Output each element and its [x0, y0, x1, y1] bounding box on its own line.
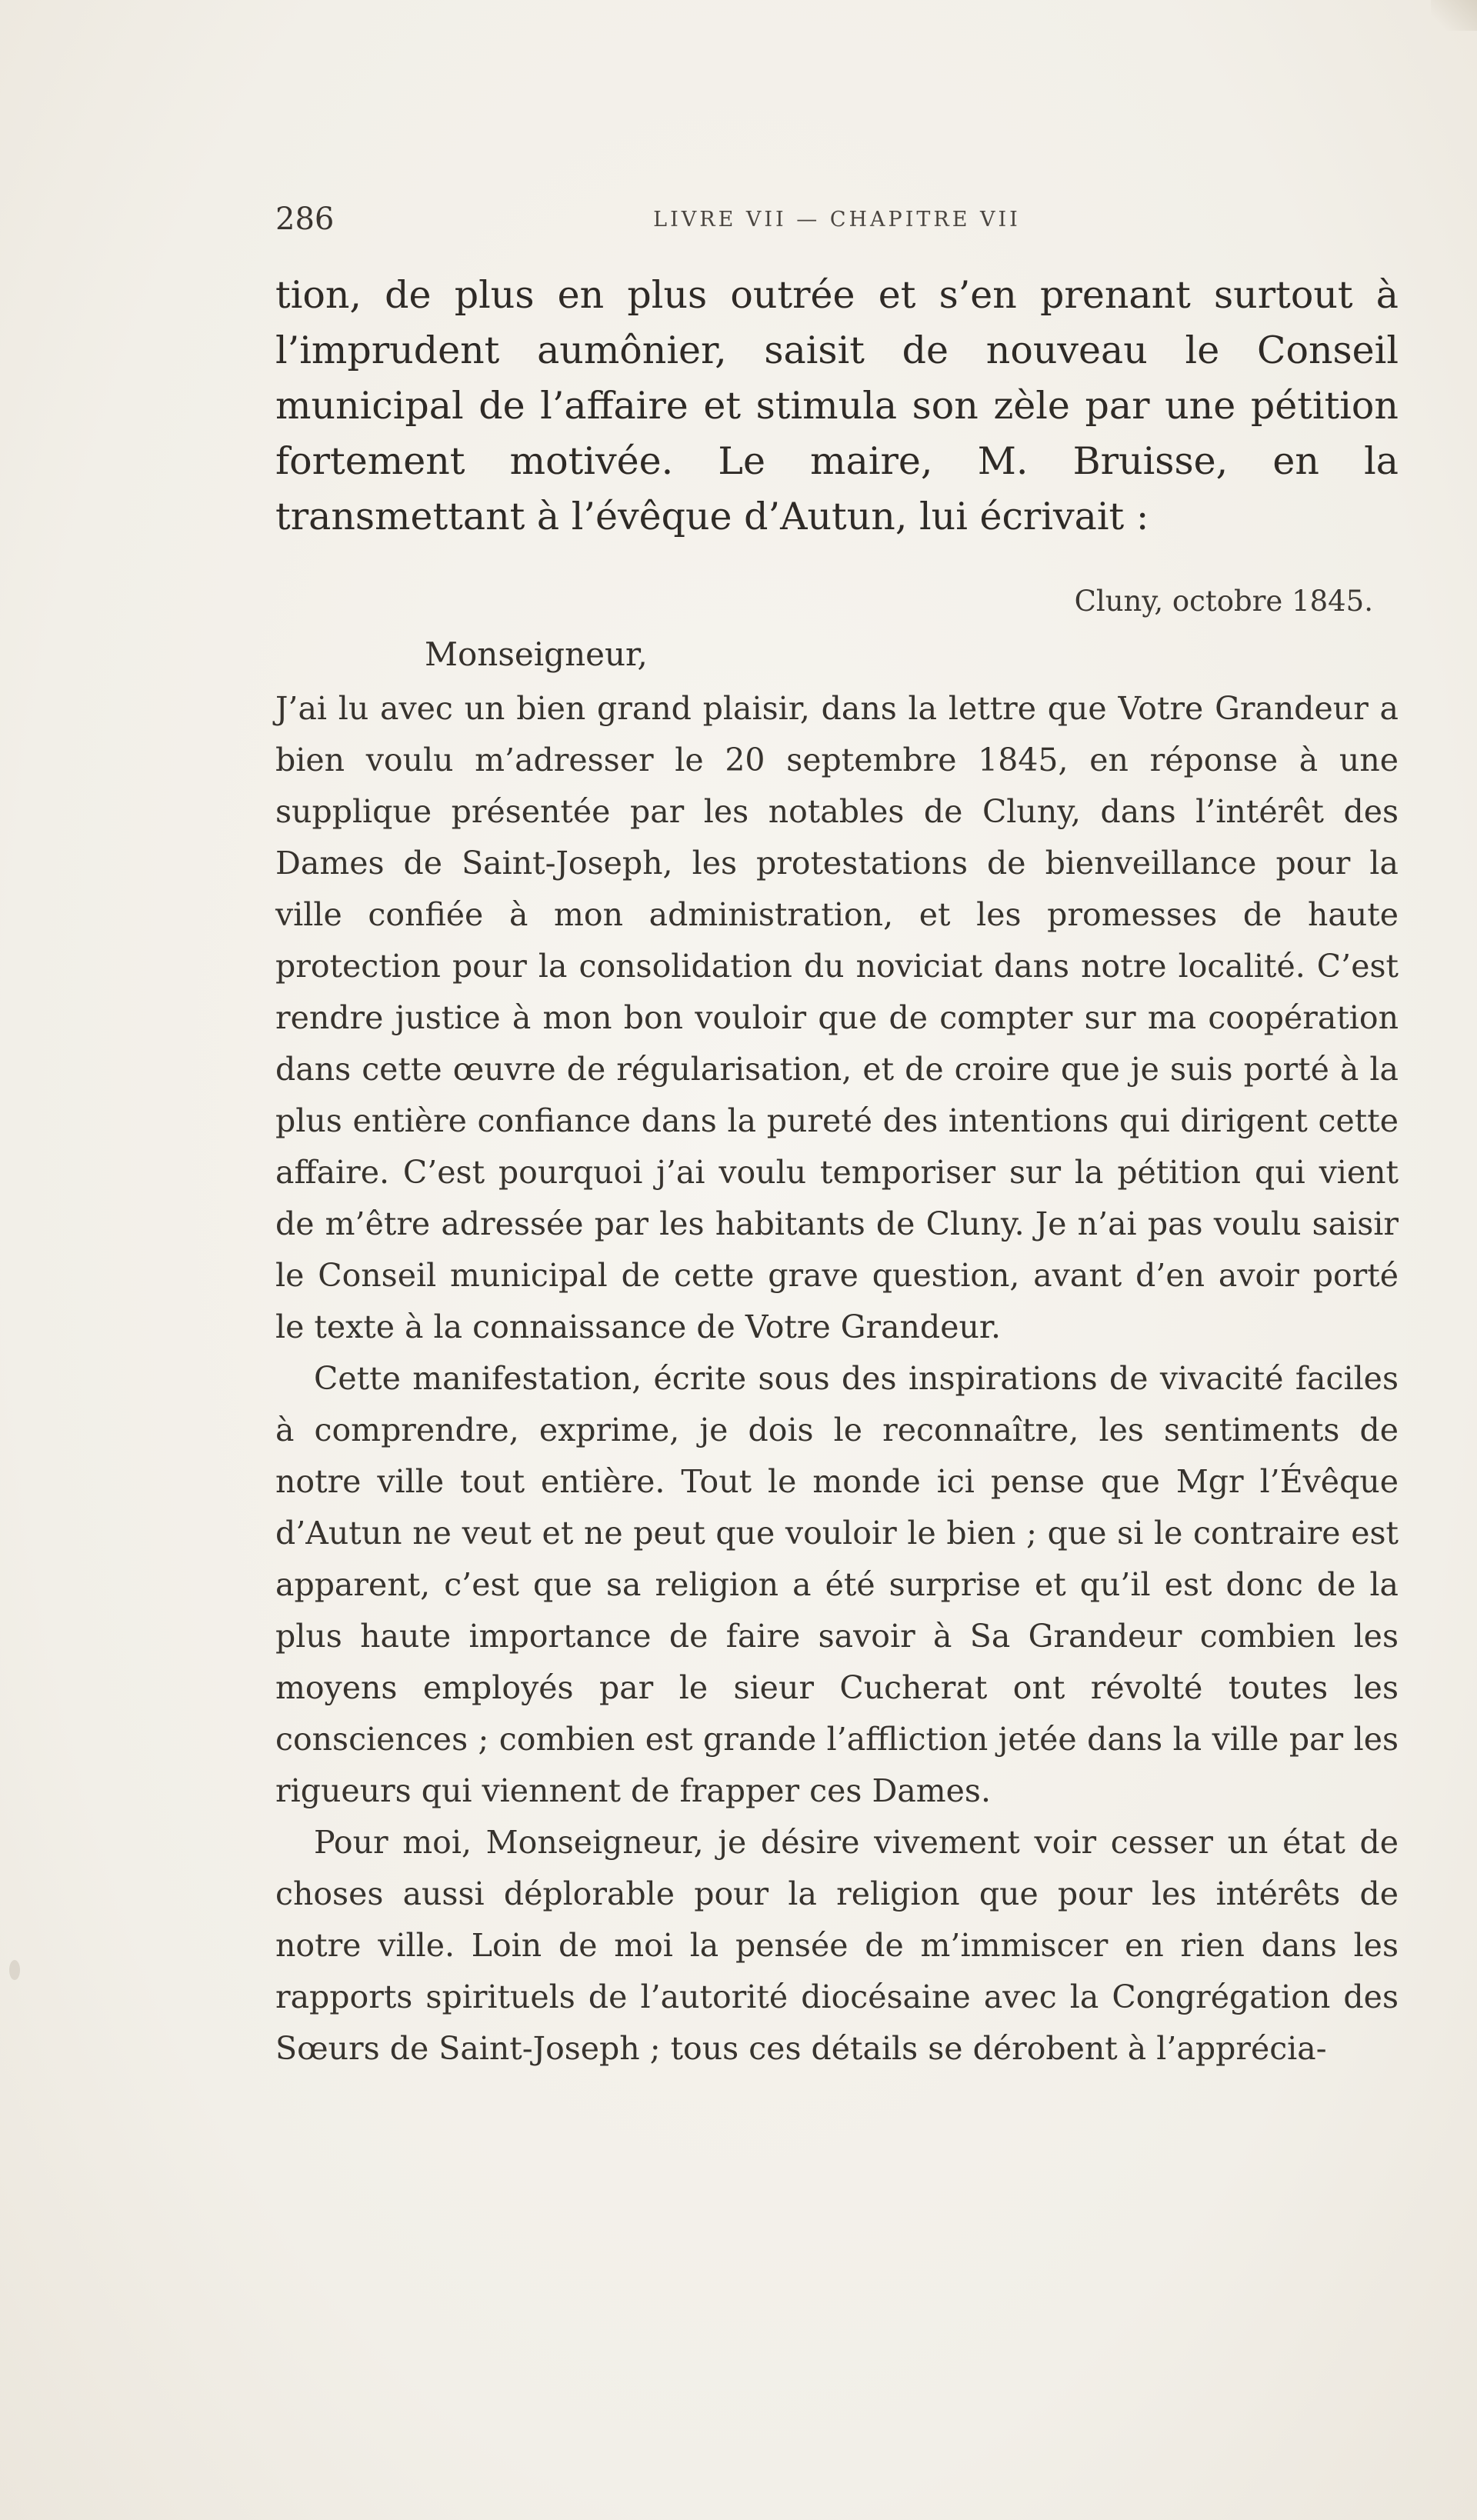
letter-paragraph: J’ai lu avec un bien grand plaisir, dans la lettre que Votre Grandeur a bien voulu m’adresser le 20 septembre 1845, en réponse à une supplique présentée par les notables de Cluny, dans l’intérêt des Dames de Saint-Joseph, les protestations de bienveillance pour la ville confiée à mon administration, et les promesses de haute protection pour la consolidation du noviciat dans notre localité. C’est rendre justice à mon bon vouloir que de compter sur ma coopération dans cette œuvre de régularisation, et de croire que je suis porté à la plus entière confiance dans la pureté des intentions qui dirigent cette affaire. C’est pourquoi j’ai voulu temporiser sur la pétition qui vient de m’être adressée par les habitants de Cluny. Je n’ai pas voulu saisir le Conseil municipal de cette grave question, avant d’en avoir porté le texte à la connaissance de Votre Grandeur.	[275, 690, 1399, 1345]
page-header	[275, 202, 1399, 248]
running-head: LIVRE VII — CHAPITRE VII	[653, 208, 1021, 232]
letter-paragraph: Pour moi, Monseigneur, je désire vivement voir cesser un état de choses aussi déplorable pour la religion que pour les intérêts de notre ville. Loin de moi la pensée de m’immiscer en rien dans les rapports spirituels de l’autorité diocésaine avec la Congrégation des Sœurs de Saint-Joseph ; tous ces détails se dérobent à l’apprécia-	[275, 1824, 1399, 2067]
intro-paragraph: tion, de plus en plus outrée et s’en prenant surtout à l’imprudent aumônier, saisit de nouveau le Conseil municipal de l’affaire et stimula son zèle par une pétition fortement motivée. Le maire, M. Bruisse, en la transmettant à l’évêque d’Autun, lui écrivait :	[275, 273, 1399, 538]
binding-hole	[9, 1960, 20, 1980]
letter-paragraph: Cette manifestation, écrite sous des inspirations de vivacité faciles à comprendre, exprime, je dois le reconnaître, les sentiments de notre ville tout entière. Tout le monde ici pense que Mgr l’Évêque d’Autun ne veut et ne peut que vouloir le bien ; que si le contraire est apparent, c’est que sa religion a été surprise et qu’il est donc de la plus haute importance de faire savoir à Sa Grandeur combien les moyens employés par le sieur Cucherat ont révolté toutes les consciences ; combien est grande l’affliction jetée dans la ville par les rigueurs qui viennent de frapper ces Dames.	[275, 1360, 1399, 1809]
letter-dateline: Cluny, octobre 1845.	[1074, 585, 1373, 618]
letter-body	[275, 683, 1399, 2075]
letter-salutation: Monseigneur,	[425, 635, 648, 673]
page-number: 286	[275, 202, 335, 237]
paper-stain	[1431, 0, 1477, 31]
intro-paragraph-block	[275, 268, 1399, 545]
